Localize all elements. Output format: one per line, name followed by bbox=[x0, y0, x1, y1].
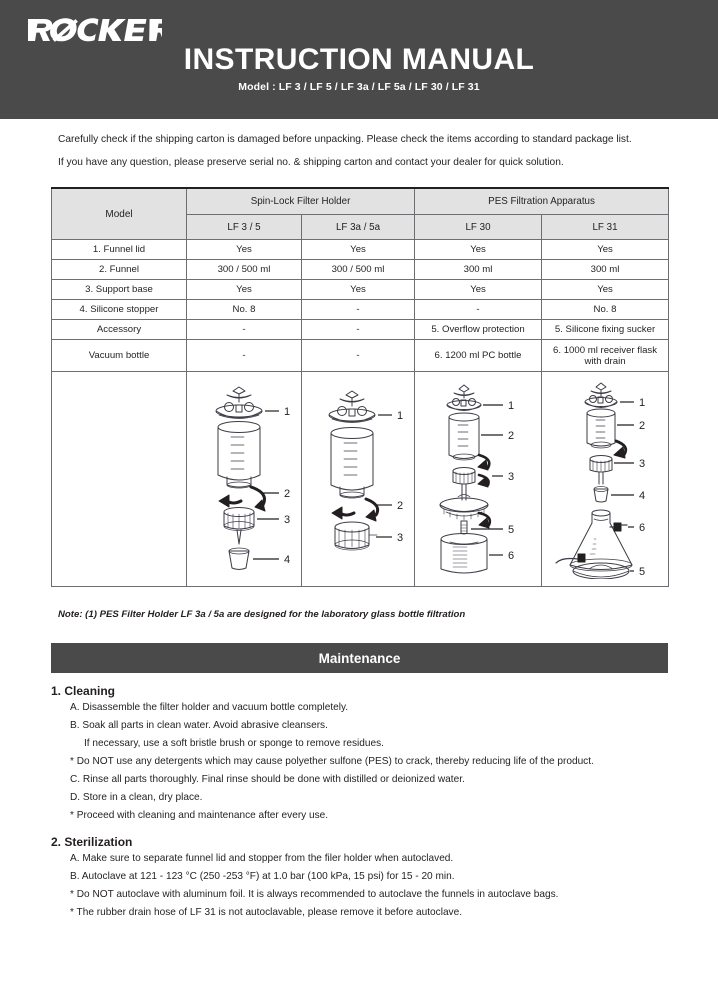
cell: No. 8 bbox=[187, 300, 302, 320]
row-label: Accessory bbox=[52, 320, 187, 340]
maintenance-line: * Do NOT autoclave with aluminum foil. It is always recommended to autoclave the funnels in autoclave bags. bbox=[70, 889, 559, 900]
cell: 300 / 500 ml bbox=[302, 260, 415, 280]
cell: Yes bbox=[415, 240, 542, 260]
model-line: Model : LF 3 / LF 5 / LF 3a / LF 5a / LF 30 / LF 31 bbox=[238, 81, 480, 93]
table-header-group-row bbox=[52, 188, 669, 215]
diagram-cell-empty bbox=[52, 372, 187, 587]
callout-label: 5 bbox=[508, 524, 515, 536]
diagram-lf35 bbox=[187, 372, 302, 587]
table-note: Note: (1) PES Filter Holder LF 3a / 5a are designed for the laboratory glass bottle filtration bbox=[58, 609, 466, 620]
table-header-lf3a5a: LF 3a / 5a bbox=[302, 215, 415, 240]
cell: Yes bbox=[187, 280, 302, 300]
intro-line-1: Carefully check if the shipping carton is damaged before unpacking. Please check the items according to standard package list. bbox=[58, 134, 632, 145]
table-row bbox=[52, 300, 669, 320]
maintenance-line: If necessary, use a soft bristle brush or sponge to remove residues. bbox=[84, 738, 384, 749]
cell: 5. Silicone fixing sucker bbox=[542, 320, 669, 340]
table-header-lf30: LF 30 bbox=[415, 215, 542, 240]
row-label: 1. Funnel lid bbox=[52, 240, 187, 260]
cell: 300 ml bbox=[415, 260, 542, 280]
table-header-lf35: LF 3 / 5 bbox=[187, 215, 302, 240]
page-title: INSTRUCTION MANUAL bbox=[183, 43, 535, 76]
cell: - bbox=[302, 320, 415, 340]
cell: - bbox=[187, 320, 302, 340]
maintenance-content bbox=[0, 684, 718, 923]
intro-text bbox=[58, 133, 678, 179]
diagram-lf3a5a bbox=[302, 372, 415, 587]
maintenance-line: D. Store in a clean, dry place. bbox=[70, 792, 203, 803]
maintenance-line: * The rubber drain hose of LF 31 is not autoclavable, please remove it before autoclave. bbox=[70, 907, 463, 918]
table-header-lf31: LF 31 bbox=[542, 215, 669, 240]
cell: 5. Overflow protection bbox=[415, 320, 542, 340]
callout-label: 3 bbox=[284, 514, 291, 526]
section-title-cleaning: 1. Cleaning bbox=[51, 684, 116, 698]
table-row bbox=[52, 320, 669, 340]
table-row bbox=[52, 240, 669, 260]
cell: - bbox=[415, 300, 542, 320]
cell: 300 ml bbox=[542, 260, 669, 280]
row-label: 3. Support base bbox=[52, 280, 187, 300]
rocker-logo bbox=[26, 17, 162, 43]
callout-label: 6 bbox=[639, 522, 646, 534]
maintenance-line: * Do NOT use any detergents which may cause polyether sulfone (PES) to crack, thereby reducing life of the product. bbox=[70, 756, 594, 767]
table-header-model: Model bbox=[52, 188, 187, 240]
specification-table bbox=[51, 187, 669, 587]
table-header-group-pes: PES Filtration Apparatus bbox=[415, 188, 669, 215]
callout-label: 3 bbox=[639, 458, 646, 470]
maintenance-line: A. Disassemble the filter holder and vacuum bottle completely. bbox=[70, 702, 349, 713]
section-title-sterilization: 2. Sterilization bbox=[51, 835, 133, 849]
callout-label: 5 bbox=[639, 566, 646, 578]
cell: Yes bbox=[542, 240, 669, 260]
callout-label: 3 bbox=[508, 471, 515, 483]
table-row bbox=[52, 280, 669, 300]
callout-label: 2 bbox=[397, 500, 404, 512]
table-row bbox=[52, 340, 669, 372]
callout-label: 3 bbox=[397, 532, 404, 544]
diagram-lf31 bbox=[542, 372, 669, 587]
cell: Yes bbox=[415, 280, 542, 300]
callout-label: 2 bbox=[639, 420, 646, 432]
cell: 300 / 500 ml bbox=[187, 260, 302, 280]
cell: Yes bbox=[187, 240, 302, 260]
cell: - bbox=[302, 300, 415, 320]
callout-label: 1 bbox=[284, 406, 291, 418]
callout-label: 4 bbox=[284, 554, 291, 566]
row-label: 2. Funnel bbox=[52, 260, 187, 280]
row-label: Vacuum bottle bbox=[52, 340, 187, 372]
cell: 6. 1200 ml PC bottle bbox=[415, 340, 542, 372]
cell: 6. 1000 ml receiver flask with drain bbox=[542, 340, 669, 372]
callout-label: 2 bbox=[508, 430, 515, 442]
cell: Yes bbox=[302, 240, 415, 260]
maintenance-line: B. Soak all parts in clean water. Avoid abrasive cleansers. bbox=[70, 720, 328, 731]
callout-label: 1 bbox=[508, 400, 515, 412]
row-label: 4. Silicone stopper bbox=[52, 300, 187, 320]
cell: Yes bbox=[302, 280, 415, 300]
maintenance-line: B. Autoclave at 121 - 123 °C (250 -253 °F) at 1.0 bar (100 kPa, 15 psi) for 15 - 20 min. bbox=[70, 871, 455, 882]
maintenance-line: A. Make sure to separate funnel lid and stopper from the filer holder when autoclaved. bbox=[70, 853, 454, 864]
cell: - bbox=[187, 340, 302, 372]
intro-line-2: If you have any question, please preserve serial no. & shipping carton and contact your dealer for quick solution. bbox=[58, 157, 564, 168]
callout-label: 6 bbox=[508, 550, 515, 562]
maintenance-banner: Maintenance bbox=[51, 643, 668, 673]
page-header bbox=[0, 0, 718, 119]
callout-label: 2 bbox=[284, 488, 291, 500]
callout-label: 4 bbox=[639, 490, 646, 502]
diagram-lf30 bbox=[415, 372, 542, 587]
cell: Yes bbox=[542, 280, 669, 300]
callout-label: 1 bbox=[639, 397, 646, 409]
diagram-row bbox=[52, 372, 669, 587]
table-header-group-spinlock: Spin-Lock Filter Holder bbox=[187, 188, 415, 215]
maintenance-line: * Proceed with cleaning and maintenance after every use. bbox=[70, 810, 329, 821]
maintenance-line: C. Rinse all parts thoroughly. Final rinse should be done with distilled or deionized water. bbox=[70, 774, 465, 785]
cell: - bbox=[302, 340, 415, 372]
callout-label: 1 bbox=[397, 410, 404, 422]
table-row bbox=[52, 260, 669, 280]
cell: No. 8 bbox=[542, 300, 669, 320]
